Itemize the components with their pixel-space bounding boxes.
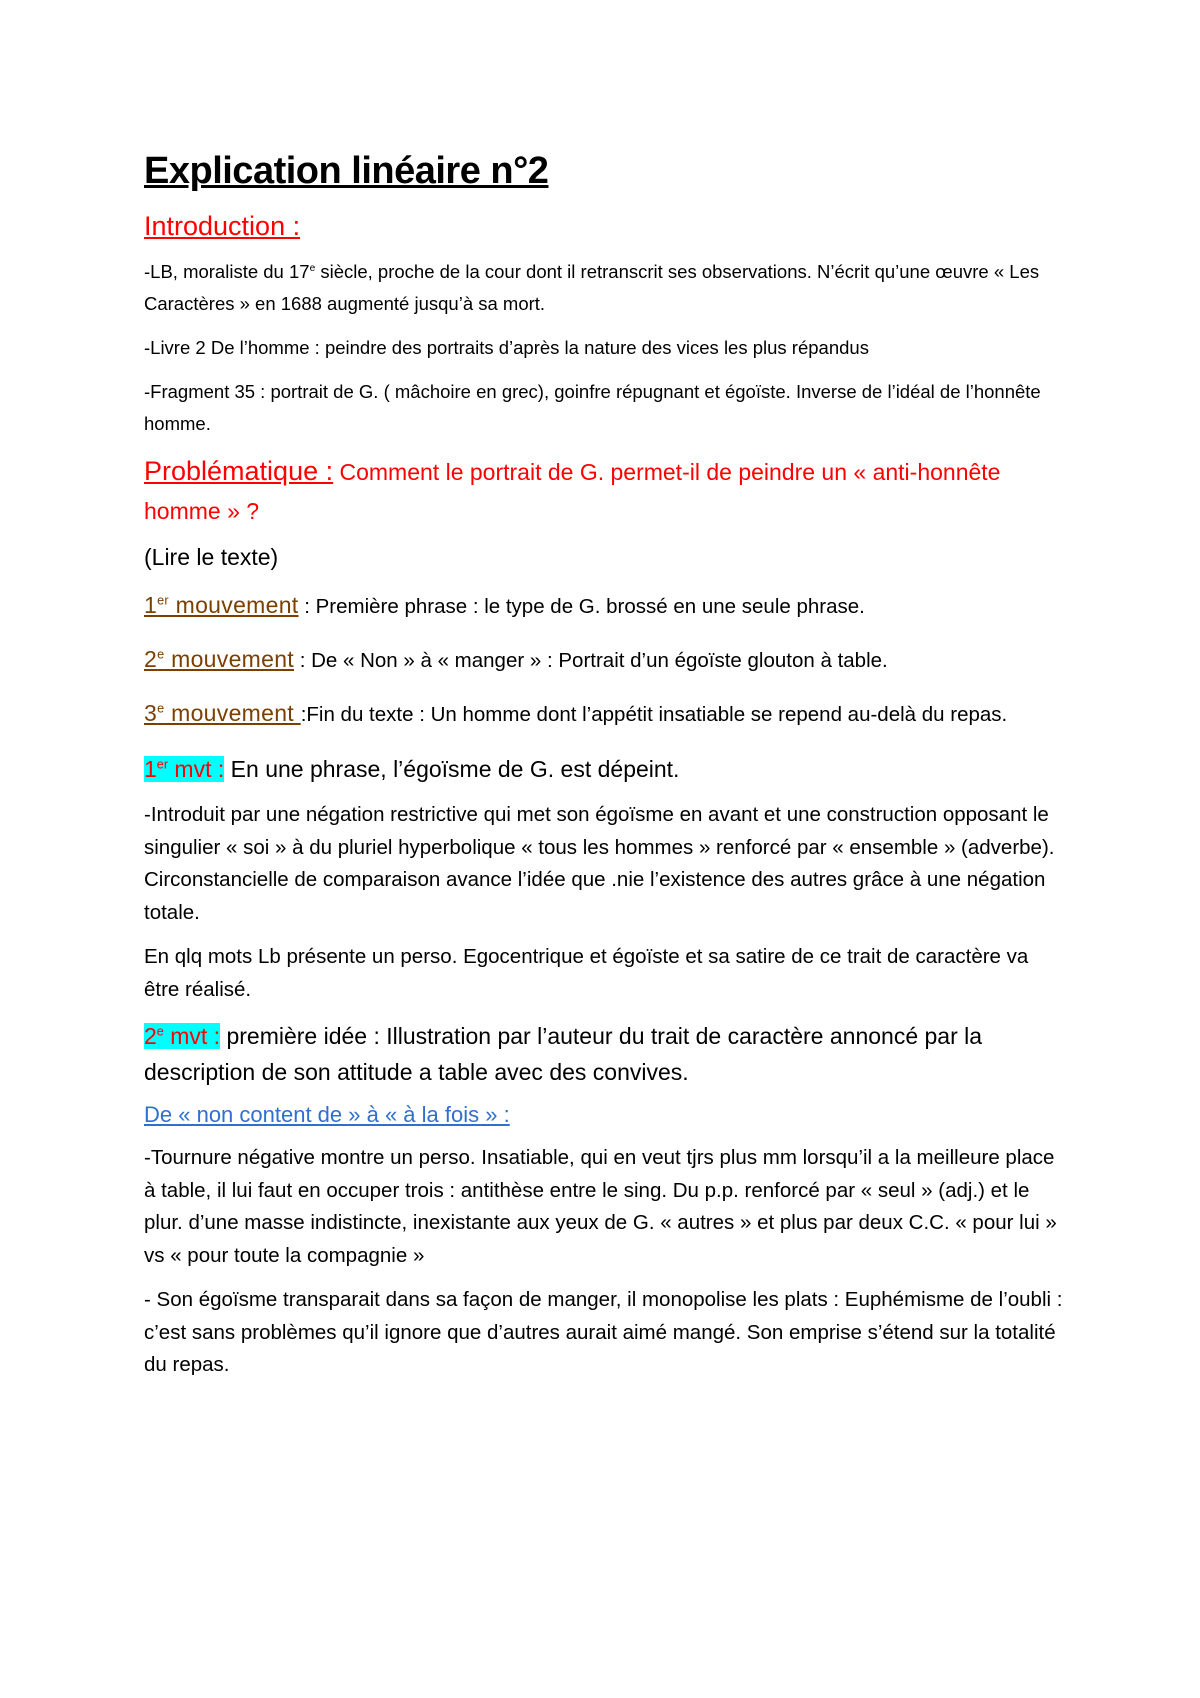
problematique bbox=[144, 452, 1064, 530]
lire-le-texte: (Lire le texte) bbox=[144, 544, 279, 570]
mouvement-2-label: 2e mouvement bbox=[144, 646, 294, 672]
mvt1-heading: 1er mvt : En une phrase, l’égoïsme de G. est dépeint. bbox=[144, 756, 680, 782]
problematique-label: Problématique : bbox=[144, 456, 334, 486]
mvt1-paragraph-1: -Introduit par une négation restrictive qui met son égoïsme en avant et une construction opposant le singulier « soi » à du pluriel hyperbolique « tous les hommes » renforcé par « ensemble » (adverbe). Circonstancielle de comparaison avance l’idée que .nie l’existence des autres grâce à une négation totale. bbox=[144, 803, 1055, 924]
mvt2-label: 2e mvt : bbox=[144, 1023, 221, 1049]
mvt2-sub-heading: De « non content de » à « à la fois » : bbox=[144, 1102, 510, 1127]
mvt2-paragraph-2: - Son égoïsme transparait dans sa façon de manger, il monopolise les plats : Euphémisme de l’oubli : c’est sans problèmes qu’il ignore que d’autres aurait aimé mangé. Son emprise s’étend sur la totalité du repas. bbox=[144, 1288, 1063, 1376]
mvt2-paragraph-1: -Tournure négative montre un perso. Insatiable, qui en veut tjrs plus mm lorsqu’il a la meilleure place à table, il lui faut en occuper trois : antithèse entre le sing. Du p.p. renforcé par « seul » (adj.) et le plur. d’une masse indistincte, inexistante aux yeux de G. « autres » et plus par deux C.C. « pour lui » vs « pour toute la compagnie » bbox=[144, 1146, 1057, 1267]
intro-heading: Introduction : bbox=[144, 211, 301, 241]
intro-paragraph-3: -Fragment 35 : portrait de G. ( mâchoire en grec), goinfre répugnant et égoïste. Inverse de l’idéal de l’honnête homme. bbox=[144, 381, 1041, 434]
mouvement-2: 2e mouvement : De « Non » à « manger » : Portrait d’un égoïste glouton à table. bbox=[144, 646, 888, 672]
document-page bbox=[144, 150, 1064, 1394]
intro-paragraph-2: -Livre 2 De l’homme : peindre des portraits d’après la nature des vices les plus répandus bbox=[144, 337, 869, 358]
mouvement-1-label: 1er mouvement bbox=[144, 592, 299, 618]
page-title: Explication linéaire n°2 bbox=[144, 150, 549, 192]
mouvement-3: 3e mouvement :Fin du texte : Un homme dont l’appétit insatiable se repend au-delà du repas. bbox=[144, 700, 1008, 726]
problematique-text: Comment le portrait de G. permet-il de peindre un « anti-honnête homme » ? bbox=[144, 459, 1001, 524]
mouvement-1: 1er mouvement : Première phrase : le type de G. brossé en une seule phrase. bbox=[144, 592, 865, 618]
mouvement-3-label: 3e mouvement bbox=[144, 700, 301, 726]
mvt1-paragraph-2: En qlq mots Lb présente un perso. Egocentrique et égoïste et sa satire de ce trait de caractère va être réalisé. bbox=[144, 945, 1029, 1001]
mvt1-label: 1er mvt : bbox=[144, 756, 225, 782]
mvt2-heading: 2e mvt : première idée : Illustration par l’auteur du trait de caractère annoncé par la description de son attitude a table avec des convives. bbox=[144, 1023, 983, 1085]
intro-paragraph-1: -LB, moraliste du 17e siècle, proche de la cour dont il retranscrit ses observations. N’écrit qu’une œuvre « Les Caractères » en 1688 augmenté jusqu’à sa mort. bbox=[144, 261, 1040, 314]
